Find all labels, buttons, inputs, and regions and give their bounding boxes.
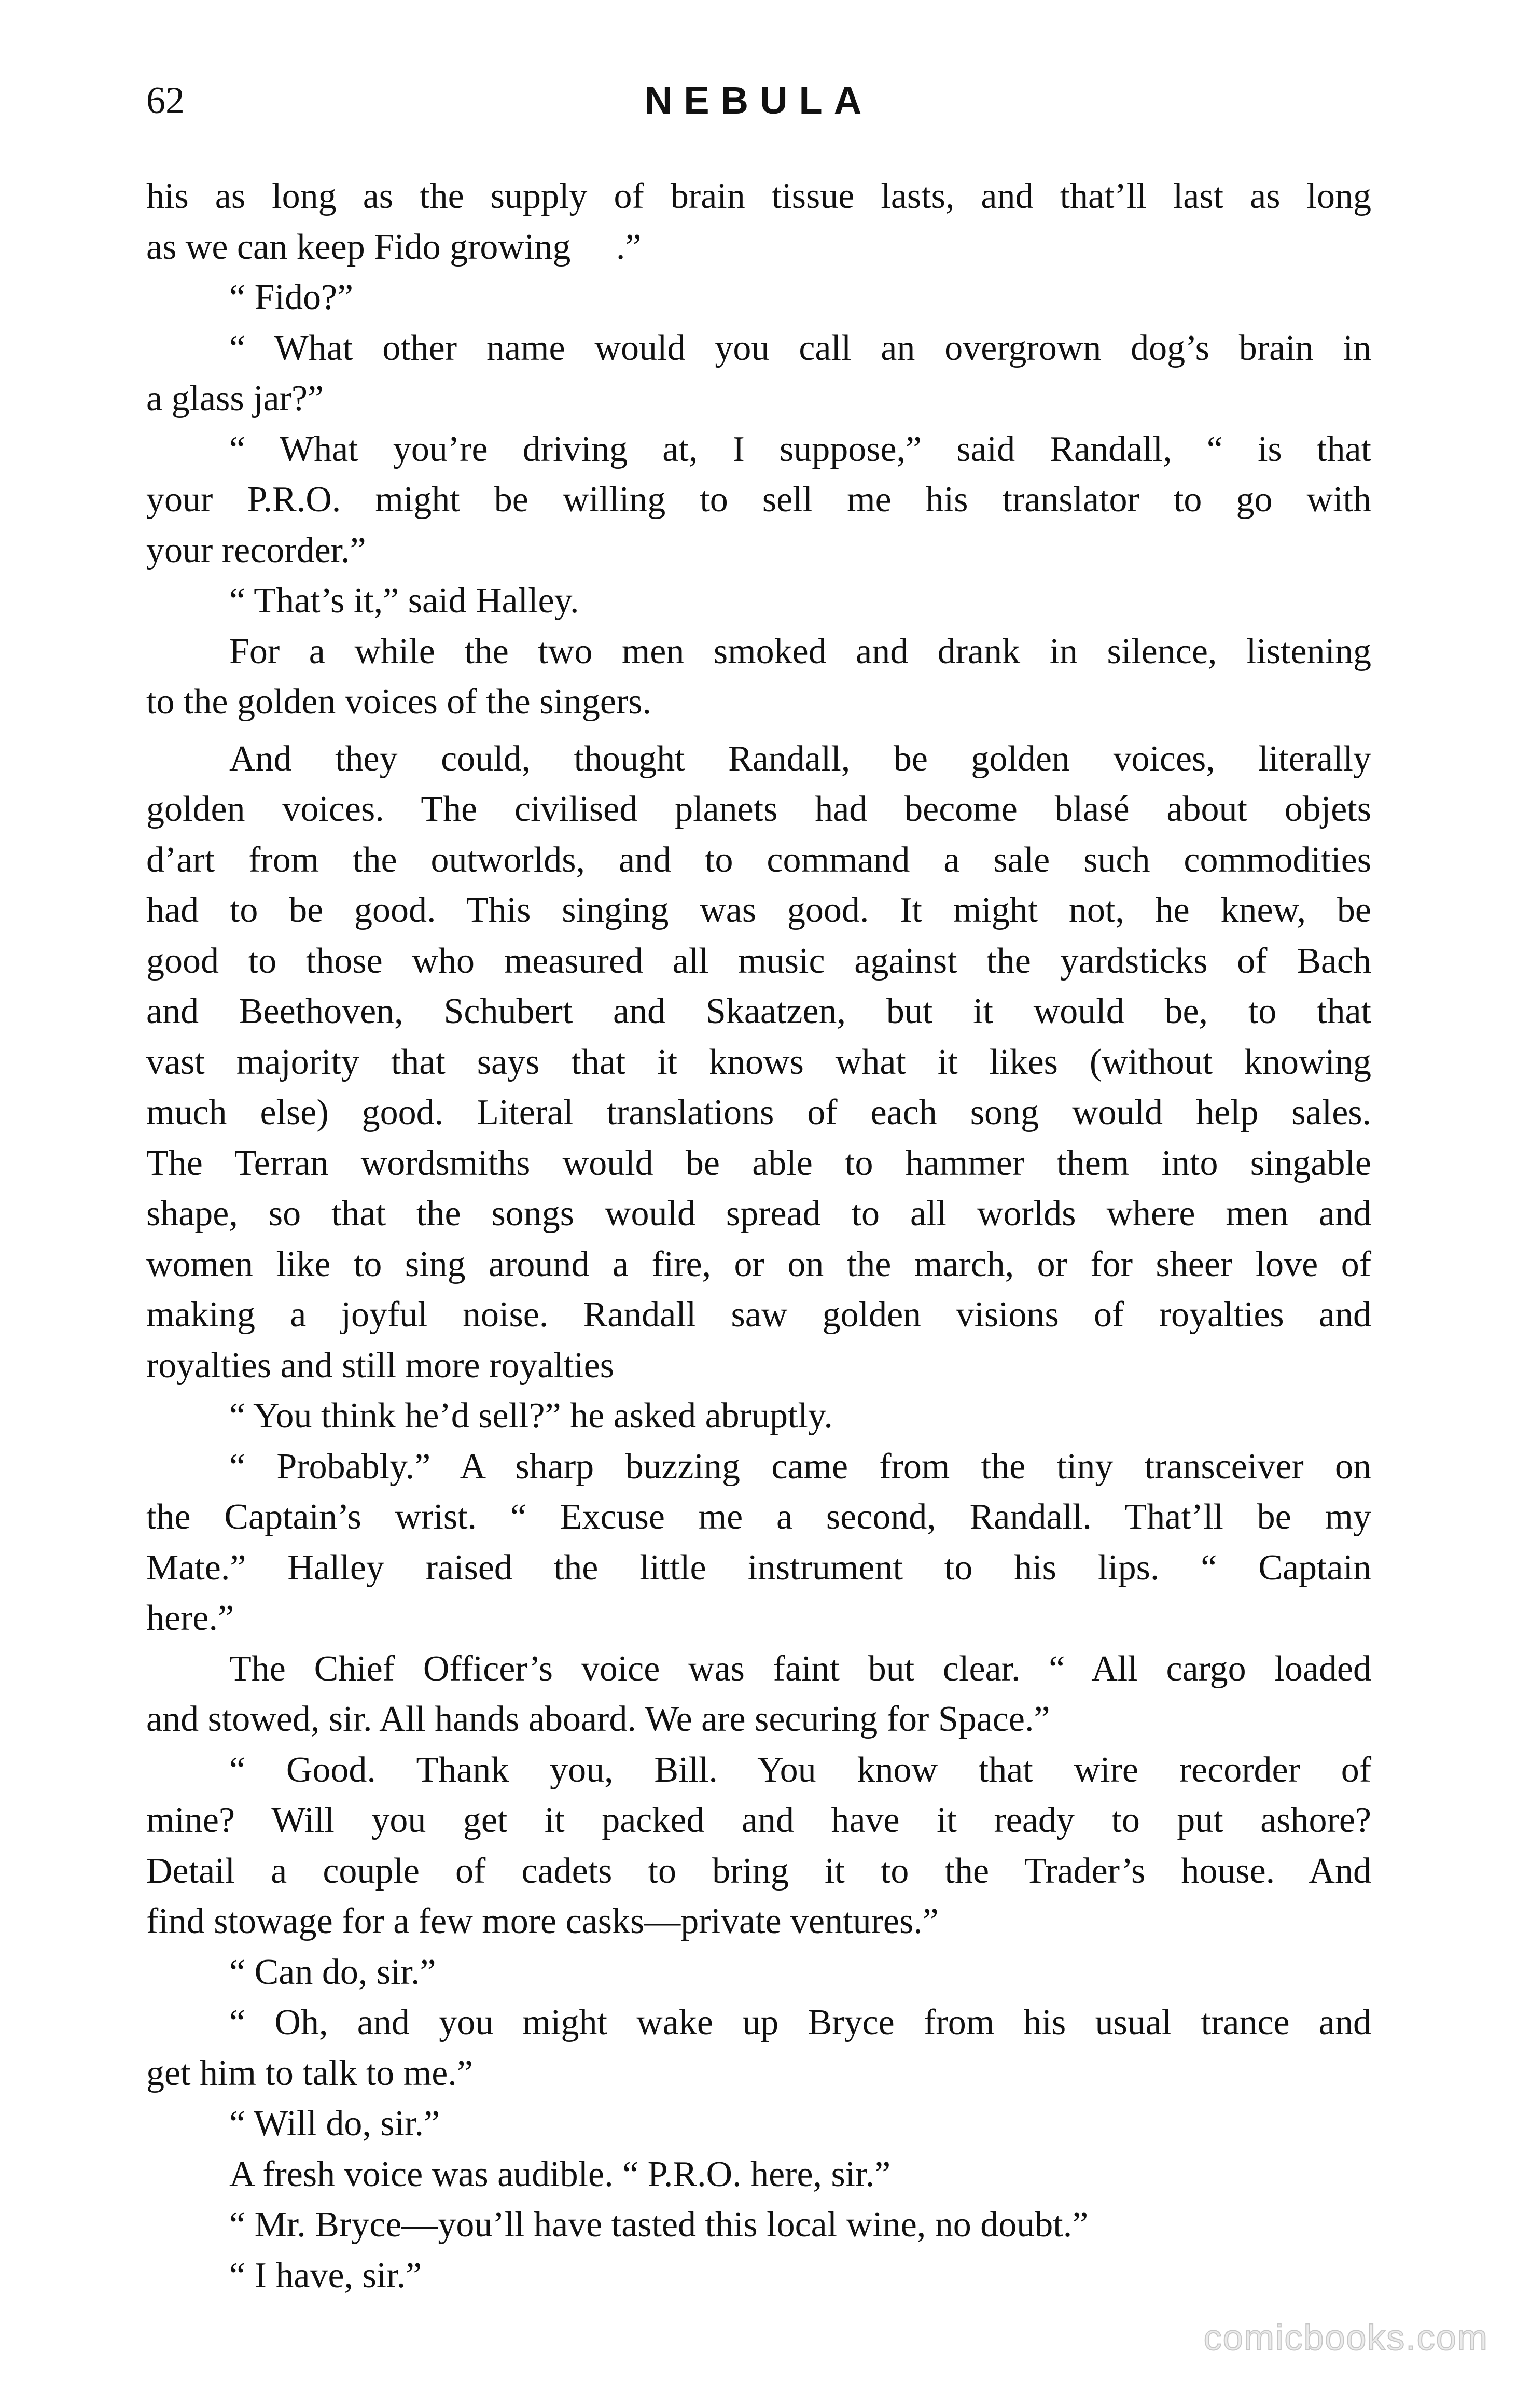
text-line: making a joyful noise. Randall saw golden visions of royalties and (146, 1295, 1371, 1335)
text-line: women like to sing around a fire, or on the march, or for sheer love of (146, 1244, 1371, 1284)
text-line: “ Probably.” A sharp buzzing came from the tiny transceiver on (229, 1446, 1371, 1487)
body-text (146, 171, 1371, 2301)
text-line: mine? Will you get it packed and have it ready to put ashore? (146, 1800, 1371, 1840)
text-line: “ What you’re driving at, I suppose,” said Randall, “ is that (229, 429, 1371, 469)
text-line: as we can keep Fido growing .” (146, 227, 642, 267)
page-header (146, 76, 1371, 133)
text-line: “ Good. Thank you, Bill. You know that wire recorder of (229, 1749, 1371, 1790)
text-line: good to those who measured all music against the yardsticks of Bach (146, 941, 1371, 981)
text-line: d’art from the outworlds, and to command a sale such commodities (146, 839, 1371, 880)
text-line: “ You think he’d sell?” he asked abruptly. (229, 1396, 833, 1436)
text-line: “ Mr. Bryce—you’ll have tasted this local wine, no doubt.” (229, 2205, 1089, 2245)
text-line: Detail a couple of cadets to bring it to the Trader’s house. And (146, 1851, 1371, 1891)
text-line: For a while the two men smoked and drank in silence, listening (229, 631, 1371, 671)
text-line: shape, so that the songs would spread to all worlds where men and (146, 1194, 1371, 1234)
text-line: “ That’s it,” said Halley. (229, 581, 579, 621)
text-line: royalties and still more royalties (146, 1345, 615, 1385)
text-line: “ Can do, sir.” (229, 1952, 436, 1992)
text-line: Mate.” Halley raised the little instrument to his lips. “ Captain (146, 1547, 1371, 1588)
text-line: the Captain’s wrist. “ Excuse me a second, Randall. That’ll be my (146, 1497, 1371, 1537)
text-line: A fresh voice was audible. “ P.R.O. here, sir.” (229, 2154, 891, 2194)
text-line: The Chief Officer’s voice was faint but clear. “ All cargo loaded (229, 1648, 1371, 1689)
text-line: golden voices. The civilised planets had become blasé about objets (146, 789, 1371, 829)
text-line: “ Will do, sir.” (229, 2104, 440, 2144)
page-number: 62 (146, 79, 185, 122)
text-line: “ What other name would you call an overgrown dog’s brain in (229, 328, 1371, 368)
text-line: a glass jar?” (146, 379, 324, 418)
text-line: And they could, thought Randall, be golden voices, literally (229, 738, 1371, 779)
site-watermark: comicbooks.com (1203, 2317, 1488, 2358)
text-line: find stowage for a few more casks—private ventures.” (146, 1901, 939, 1941)
text-line: to the golden voices of the singers. (146, 682, 651, 722)
text-line: “ I have, sir.” (229, 2255, 422, 2295)
text-line: your recorder.” (146, 530, 366, 570)
text-line: your P.R.O. might be willing to sell me his translator to go with (146, 480, 1371, 520)
text-line: his as long as the supply of brain tissue lasts, and that’ll last as long (146, 176, 1371, 216)
text-line: vast majority that says that it knows what it likes (without knowing (146, 1042, 1371, 1082)
text-line: get him to talk to me.” (146, 2053, 473, 2093)
text-line: “ Oh, and you might wake up Bryce from his usual trance and (229, 2003, 1371, 2042)
text-line: much else) good. Literal translations of each song would help sales. (146, 1093, 1371, 1132)
text-line: The Terran wordsmiths would be able to hammer them into singable (146, 1143, 1371, 1183)
text-line: had to be good. This singing was good. It might not, he knew, be (146, 890, 1371, 930)
running-title: NEBULA (644, 79, 873, 122)
text-line: and stowed, sir. All hands aboard. We are securing for Space.” (146, 1699, 1050, 1739)
text-line: “ Fido?” (229, 277, 354, 317)
text-line: and Beethoven, Schubert and Skaatzen, but it would be, to that (146, 991, 1371, 1031)
text-line: here.” (146, 1598, 234, 1638)
